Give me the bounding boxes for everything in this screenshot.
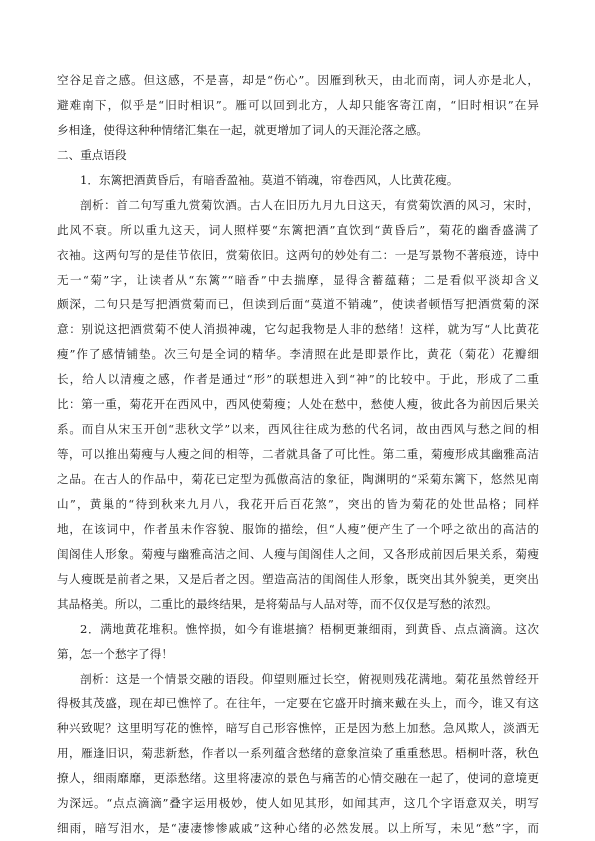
text-line: 避难南下，似乎是“旧时相识”。雁可以回到北方，人却只能客寄江南，“旧时相识”在异 bbox=[57, 97, 539, 112]
text-line: 为深远。“点点滴滴”叠字运用极妙，使人如见其形，如闻其声，这几个字语意双关，明写 bbox=[57, 796, 539, 811]
text-line: 瘦”作了感情铺垫。次三句是全词的精华。李清照在此是即景作比，黄花（菊花）花瓣细 bbox=[57, 347, 539, 362]
text-line: 系。而自从宋玉开创“悲秋文学”以来，西风往往成为愁的代名词，故由西风与愁之间的相 bbox=[57, 422, 539, 437]
text-line: 得极其茂盛，现在却已憔悴了。在往年，一定要在它盛开时摘来戴在头上，而今，谁又有这 bbox=[57, 696, 539, 711]
text-line: 1．东篱把酒黄昏后，有暗香盈袖。莫道不销魂，帘卷西风，人比黄花瘦。 bbox=[80, 172, 459, 187]
text-line: 剖析：这是一个情景交融的语段。仰望则雁过长空，俯视则残花满地。菊花虽然曾经开 bbox=[80, 671, 539, 686]
text-line: 衣袖。这两句写的是佳节依旧，赏菊依旧。这两句的妙处有二：一是写景物不著痕迹，诗中 bbox=[57, 247, 539, 262]
text-line: 第，怎一个愁字了得！ bbox=[57, 646, 173, 661]
text-line: 剖析：首二句写重九赏菊饮酒。古人在旧历九月九日这天，有赏菊饮酒的风习，宋时， bbox=[80, 197, 539, 212]
text-line: 用，雁逢旧识，菊悲新愁，作者以一系列蕴含愁绪的意象渲染了重重愁思。梧桐叶落，秋色 bbox=[57, 746, 539, 761]
text-line: 乡相逢，使得这种种情绪汇集在一起，就更增加了词人的天涯沦落之感。 bbox=[57, 122, 429, 137]
document-body bbox=[57, 68, 539, 841]
text-line: 二、重点语段 bbox=[57, 147, 127, 162]
text-line: 之品。在古人的作品中，菊花已定型为孤傲高洁的象征，陶渊明的“采菊东篱下，悠然见南 bbox=[57, 472, 539, 486]
text-line: 意：别说这把酒赏菊不使人消损神魂，它勾起我物是人非的愁绪！这样，就为写“人比黄花 bbox=[57, 322, 539, 337]
text-line: 细雨，暗写泪水，是“凄凄惨惨戚戚”这种心绪的必然发展。以上所写，未见“愁”字，而 bbox=[57, 821, 539, 836]
text-line: 等，可以推出菊瘦与人瘦之间的相等，二者就具备了可比性。第二重，菊瘦形成其幽雅高洁 bbox=[57, 447, 539, 462]
text-line: 撩人，细雨靡靡，更添愁绪。这里将凄凉的景色与痛苦的心情交融在一起了，使词的意境更 bbox=[57, 771, 539, 786]
text-line: 与人瘦既是前者之果，又是后者之因。塑造高洁的闺阁佳人形象，既突出其外貌美，更突出 bbox=[57, 571, 539, 586]
text-line: 空谷足音之感。但这感，不是喜，却是“伤心”。因雁到秋天，由北而南，词人亦是北人， bbox=[57, 73, 539, 87]
text-line: 无一“菊”字，让读者从“东篱”“暗香”中去揣摩，显得含蓄蕴藉；二是看似平淡却含义 bbox=[57, 272, 539, 287]
text-line: 2．满地黄花堆积。憔悴损，如今有谁堪摘？梧桐更兼细雨，到黄昏、点点滴滴。这次 bbox=[80, 621, 539, 636]
text-line: 颇深，二句只是写把酒赏菊而已，但读到后面“莫道不销魂”，使读者顿悟写把酒赏菊的深 bbox=[57, 297, 539, 312]
text-line: 长，给人以清瘦之感，作者是通过“形”的联想进入到“神”的比较中。于此，形成了二重 bbox=[57, 372, 539, 387]
text-line: 比：第一重，菊花开在西风中，西风使菊瘦；人处在愁中，愁使人瘦，彼此各为前因后果关 bbox=[57, 397, 539, 412]
text-line: 闺阁佳人形象。菊瘦与幽雅高洁之间、人瘦与闺阁佳人之间，又各形成前因后果关系，菊瘦 bbox=[57, 546, 539, 561]
text-line: 其品格美。所以，二重比的最终结果，是将菊品与人品对等，而不仅仅是写愁的浓烈。 bbox=[57, 596, 498, 611]
text-line: 此风不衰。所以重九这天，词人照样要“东篱把酒”直饮到“黄昏后”，菊花的幽香盛满了 bbox=[57, 222, 539, 237]
text-line: 山”，黄巢的“待到秋来九月八，我花开后百花煞”，突出的皆为菊花的处世品格；同样 bbox=[57, 496, 539, 511]
text-line: 地，在该词中，作者虽未作容貌、服饰的描绘，但“人瘦”便产生了一个呼之欲出的高洁的 bbox=[57, 521, 539, 536]
text-line: 种兴致呢？这里明写花的憔悴，暗写自己形容憔悴，正是因为愁上加愁。急风欺人，淡酒无 bbox=[57, 721, 539, 736]
